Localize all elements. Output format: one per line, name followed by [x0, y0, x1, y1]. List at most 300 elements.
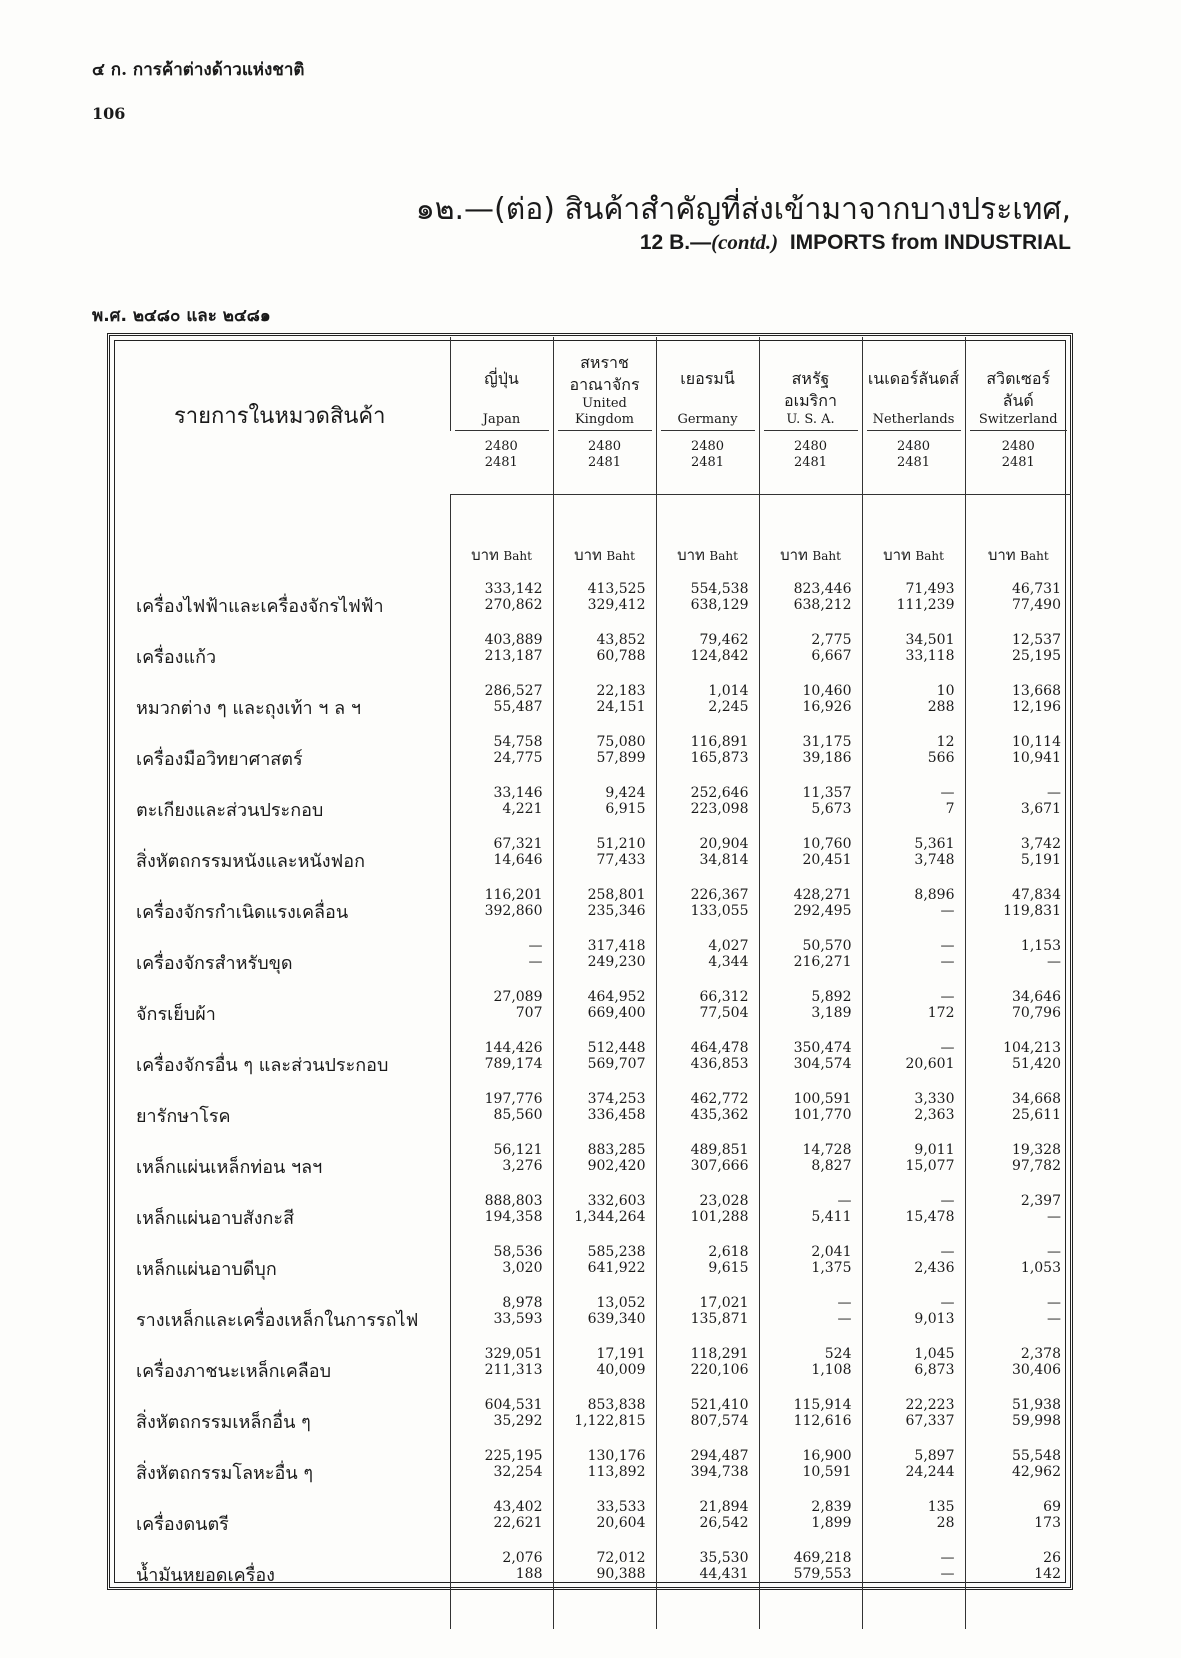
item-name: เครื่องดนตรี: [136, 1513, 229, 1535]
value-cell: [656, 632, 759, 683]
value-cell: [450, 1448, 553, 1499]
value-2481: 304,574: [793, 1056, 852, 1072]
value-cell: [656, 581, 759, 632]
value-cell: [862, 1091, 965, 1142]
value-cell: [656, 836, 759, 887]
value-2481: 220,106: [690, 1362, 749, 1378]
item-name: เครื่องจักรสำหรับขุด: [136, 952, 293, 974]
value-2480: 35,530: [699, 1550, 749, 1566]
table-row: [110, 1040, 1071, 1091]
value-2480: 16,900: [802, 1448, 852, 1464]
value-2480: 403,889: [484, 632, 543, 648]
value-2481: —: [940, 903, 955, 919]
value-2480: 197,776: [484, 1091, 543, 1107]
table-row: [110, 887, 1071, 938]
item-name: รางเหล็กและเครื่องเหล็กในการรถไฟ: [136, 1309, 419, 1331]
value-2480: —: [837, 1193, 852, 1209]
value-cell: [553, 1142, 656, 1193]
value-cell: [450, 1091, 553, 1142]
value-2481: 223,098: [690, 801, 749, 817]
value-cell: [450, 1040, 553, 1091]
value-2481: 39,186: [802, 750, 852, 766]
value-cell: [450, 1295, 553, 1346]
value-2480: —: [940, 1193, 955, 1209]
value-2481: 1,344,264: [574, 1209, 646, 1225]
value-cell: [965, 1244, 1071, 1295]
value-2480: —: [1047, 1244, 1061, 1260]
value-2480: 144,426: [484, 1040, 543, 1056]
item-name: น้ำมันหยอดเครื่อง: [136, 1564, 275, 1586]
value-2481: 3,189: [811, 1005, 852, 1021]
column-header-thai: สหราช: [580, 353, 629, 372]
value-cell: [965, 683, 1071, 734]
value-cell: [759, 1550, 862, 1601]
table-body: [110, 581, 1071, 1601]
value-cell: [759, 989, 862, 1040]
value-2480: 23,028: [699, 1193, 749, 1209]
item-name: สิ่งหัตถกรรมโลหะอื่น ๆ: [136, 1462, 314, 1484]
table-row: [110, 1499, 1071, 1550]
value-2480: 3,330: [914, 1091, 955, 1107]
value-2480: —: [940, 1040, 955, 1056]
value-2480: 464,952: [587, 989, 646, 1005]
imports-table: [110, 337, 1071, 1629]
value-2481: 807,574: [690, 1413, 749, 1429]
value-cell: [965, 1448, 1071, 1499]
value-2480: 69: [1043, 1499, 1061, 1515]
value-cell: [759, 1499, 862, 1550]
value-cell: [965, 632, 1071, 683]
value-2480: 258,801: [587, 887, 646, 903]
value-cell: [450, 1142, 553, 1193]
value-2481: 70,796: [1012, 1005, 1061, 1021]
column-header-germany: [656, 337, 759, 431]
table-row: [110, 1193, 1071, 1244]
value-2480: 10,460: [802, 683, 852, 699]
value-cell: [450, 683, 553, 734]
value-2481: 85,560: [493, 1107, 543, 1123]
value-cell: [656, 785, 759, 836]
value-2481: 9,013: [914, 1311, 955, 1327]
value-2480: —: [837, 1295, 852, 1311]
value-2480: 116,201: [484, 887, 543, 903]
value-cell: [759, 938, 862, 989]
value-2480: 13,052: [596, 1295, 646, 1311]
value-2481: 15,478: [905, 1209, 955, 1225]
value-2480: 66,312: [699, 989, 749, 1005]
table-row: [110, 785, 1071, 836]
item-name: ยารักษาโรค: [136, 1105, 231, 1127]
value-cell: [450, 1244, 553, 1295]
value-cell: [862, 1142, 965, 1193]
value-2480: 17,021: [699, 1295, 749, 1311]
value-2481: 329,412: [587, 597, 646, 613]
value-2481: 2,436: [914, 1260, 955, 1276]
value-2480: 130,176: [587, 1448, 646, 1464]
value-cell: [965, 1040, 1071, 1091]
value-cell: [862, 683, 965, 734]
value-2480: 2,839: [811, 1499, 852, 1515]
table-row: [110, 1091, 1071, 1142]
value-cell: [965, 1295, 1071, 1346]
value-2481: 392,860: [484, 903, 543, 919]
value-cell: [862, 734, 965, 785]
value-2481: 639,340: [587, 1311, 646, 1327]
table-row: [110, 1448, 1071, 1499]
value-cell: [450, 989, 553, 1040]
table-row: [110, 734, 1071, 785]
value-cell: [965, 1550, 1071, 1601]
value-2480: 5,897: [914, 1448, 955, 1464]
value-2480: 14,728: [802, 1142, 852, 1158]
year-pair: 2480 2481: [759, 431, 862, 495]
value-2481: 112,616: [793, 1413, 852, 1429]
value-cell: [759, 1142, 862, 1193]
column-header-english: Germany: [661, 412, 755, 431]
value-2481: 67,337: [905, 1413, 955, 1429]
value-cell: [862, 1193, 965, 1244]
value-2480: 521,410: [690, 1397, 749, 1413]
value-2481: 60,788: [596, 648, 646, 664]
value-2481: 133,055: [690, 903, 749, 919]
value-2480: 585,238: [587, 1244, 646, 1260]
value-cell: [759, 1346, 862, 1397]
value-cell: [656, 1346, 759, 1397]
value-2481: 288: [927, 699, 955, 715]
value-2480: 71,493: [905, 581, 955, 597]
value-cell: [862, 1397, 965, 1448]
value-2481: 32,254: [493, 1464, 543, 1480]
value-2480: 17,191: [596, 1346, 646, 1362]
value-2480: 428,271: [793, 887, 852, 903]
value-cell: [553, 1193, 656, 1244]
value-2480: 2,397: [1020, 1193, 1061, 1209]
value-2480: 20,904: [699, 836, 749, 852]
column-header-english: Japan: [455, 412, 549, 431]
years-line: พ.ศ. ๒๔๘๐ และ ๒๔๘๑: [92, 306, 271, 326]
value-2481: 188: [515, 1566, 543, 1582]
value-2480: 10,760: [802, 836, 852, 852]
value-2480: 104,213: [1003, 1040, 1061, 1056]
value-cell: [553, 734, 656, 785]
value-2481: —: [1047, 1209, 1061, 1225]
value-2481: 213,187: [484, 648, 543, 664]
value-2480: 294,487: [690, 1448, 749, 1464]
value-cell: [965, 938, 1071, 989]
value-cell: [450, 1346, 553, 1397]
table-row: [110, 836, 1071, 887]
value-cell: [862, 836, 965, 887]
unit-label: บาท Baht: [656, 495, 759, 582]
column-header-netherlands: [862, 337, 965, 431]
value-2480: 47,834: [1012, 887, 1061, 903]
value-2480: 67,321: [493, 836, 543, 852]
value-2481: 8,827: [811, 1158, 852, 1174]
value-cell: [656, 1244, 759, 1295]
value-2480: 554,538: [690, 581, 749, 597]
value-cell: [656, 938, 759, 989]
value-2480: 3,742: [1020, 836, 1061, 852]
value-cell: [450, 1499, 553, 1550]
value-cell: [656, 734, 759, 785]
value-2481: 3,748: [914, 852, 955, 868]
value-cell: [862, 887, 965, 938]
value-2480: 11,357: [802, 785, 852, 801]
value-2481: 124,842: [690, 648, 749, 664]
value-cell: [553, 887, 656, 938]
value-2481: 172: [927, 1005, 955, 1021]
value-cell: [759, 1244, 862, 1295]
section-label: ๔ ก. การค้าต่างด้าวแห่งชาติ: [92, 60, 305, 80]
value-2480: 332,603: [587, 1193, 646, 1209]
value-2480: 374,253: [587, 1091, 646, 1107]
value-2480: 22,223: [905, 1397, 955, 1413]
value-2481: 436,853: [690, 1056, 749, 1072]
value-2480: —: [1047, 1295, 1061, 1311]
value-2481: 3,276: [502, 1158, 543, 1174]
value-2480: 33,533: [596, 1499, 646, 1515]
value-2480: 225,195: [484, 1448, 543, 1464]
value-cell: [965, 1346, 1071, 1397]
page-number: 106: [92, 104, 126, 123]
value-cell: [450, 1397, 553, 1448]
value-2481: 33,593: [493, 1311, 543, 1327]
value-2480: 34,646: [1012, 989, 1061, 1005]
value-2480: 21,894: [699, 1499, 749, 1515]
value-cell: [553, 632, 656, 683]
value-cell: [862, 1040, 965, 1091]
value-cell: [759, 785, 862, 836]
value-2481: 638,129: [690, 597, 749, 613]
value-2481: 211,313: [484, 1362, 543, 1378]
column-header-thai: สหรัฐ: [791, 369, 830, 388]
value-2480: 19,328: [1012, 1142, 1061, 1158]
value-cell: [759, 581, 862, 632]
value-2480: 55,548: [1012, 1448, 1061, 1464]
table-row: [110, 938, 1071, 989]
value-2480: —: [940, 785, 955, 801]
item-name: หมวกต่าง ๆ และถุงเท้า ฯ ล ฯ: [136, 697, 361, 719]
value-2481: 336,458: [587, 1107, 646, 1123]
title-en-prefix: 12 B.—: [639, 231, 712, 254]
value-2480: 46,731: [1012, 581, 1061, 597]
column-header-thai: ญี่ปุ่น: [484, 369, 519, 388]
value-cell: [759, 836, 862, 887]
value-cell: [759, 683, 862, 734]
value-cell: [656, 1091, 759, 1142]
value-cell: [965, 1397, 1071, 1448]
value-2480: 50,570: [802, 938, 852, 954]
value-cell: [553, 683, 656, 734]
value-2480: 58,536: [493, 1244, 543, 1260]
value-cell: [553, 785, 656, 836]
value-2481: 1,108: [811, 1362, 852, 1378]
value-2481: 111,239: [896, 597, 955, 613]
year-pair: 2480 2481: [553, 431, 656, 495]
value-2481: 6,667: [811, 648, 852, 664]
value-cell: [656, 1193, 759, 1244]
value-2481: 35,292: [493, 1413, 543, 1429]
value-2481: 216,271: [793, 954, 852, 970]
value-2480: 27,089: [493, 989, 543, 1005]
value-cell: [862, 1499, 965, 1550]
table-row: [110, 1142, 1071, 1193]
value-2481: 77,504: [699, 1005, 749, 1021]
value-2481: 26,542: [699, 1515, 749, 1531]
value-2481: —: [940, 954, 955, 970]
value-cell: [450, 836, 553, 887]
value-cell: [656, 887, 759, 938]
value-2480: 43,852: [596, 632, 646, 648]
column-header-switzerland: [965, 337, 1071, 431]
column-header-thai-line2: อาณาจักร: [569, 375, 640, 394]
value-2480: 54,758: [493, 734, 543, 750]
value-2481: 173: [1034, 1515, 1061, 1531]
value-2480: 883,285: [587, 1142, 646, 1158]
value-2481: 90,388: [596, 1566, 646, 1582]
value-cell: [450, 632, 553, 683]
value-2480: —: [940, 1550, 955, 1566]
value-2481: 902,420: [587, 1158, 646, 1174]
value-2481: 25,611: [1012, 1107, 1061, 1123]
value-2480: 5,892: [811, 989, 852, 1005]
value-2480: 1,045: [914, 1346, 955, 1362]
value-cell: [450, 1550, 553, 1601]
value-cell: [553, 1091, 656, 1142]
column-header-english: U. S. A.: [764, 412, 858, 431]
value-2481: 394,738: [690, 1464, 749, 1480]
item-column-header: รายการในหมวดสินค้า: [173, 404, 386, 430]
value-2480: —: [940, 1295, 955, 1311]
value-cell: [862, 581, 965, 632]
value-2481: 641,922: [587, 1260, 646, 1276]
value-2481: 119,831: [1003, 903, 1061, 919]
value-2481: 57,899: [596, 750, 646, 766]
value-2481: 5,411: [811, 1209, 852, 1225]
title-en-main: IMPORTS from INDUSTRIAL: [789, 231, 1071, 254]
value-2481: 1,053: [1020, 1260, 1061, 1276]
column-header-thai-line2: อเมริกา: [784, 391, 837, 410]
value-2481: 3,671: [1020, 801, 1061, 817]
value-cell: [759, 1295, 862, 1346]
value-cell: [862, 1295, 965, 1346]
unit-label: บาท Baht: [450, 495, 553, 582]
table-row: [110, 1397, 1071, 1448]
value-2481: 435,362: [690, 1107, 749, 1123]
column-header-united-kingdom: [553, 337, 656, 431]
value-2480: 853,838: [587, 1397, 646, 1413]
value-cell: [656, 1499, 759, 1550]
value-2480: 8,896: [914, 887, 955, 903]
value-cell: [759, 1193, 862, 1244]
value-2480: —: [528, 938, 543, 954]
value-2480: 33,146: [493, 785, 543, 801]
value-2480: 118,291: [690, 1346, 749, 1362]
value-cell: [553, 1295, 656, 1346]
value-2480: 51,210: [596, 836, 646, 852]
value-cell: [656, 683, 759, 734]
item-name: สิ่งหัตถกรรมเหล็กอื่น ๆ: [136, 1411, 311, 1433]
column-header-usa: [759, 337, 862, 431]
value-2481: 97,782: [1012, 1158, 1061, 1174]
year-pair: 2480 2481: [450, 431, 553, 495]
column-header-english: Switzerland: [970, 412, 1068, 431]
value-cell: [965, 581, 1071, 632]
value-cell: [450, 1193, 553, 1244]
value-2481: 101,288: [690, 1209, 749, 1225]
item-name: เหล็กแผ่นอาบสังกะสี: [136, 1207, 295, 1229]
value-cell: [553, 1448, 656, 1499]
value-2480: 5,361: [914, 836, 955, 852]
item-name: เหล็กแผ่นเหล็กท่อน ฯลฯ: [136, 1156, 323, 1178]
unit-label: บาท Baht: [862, 495, 965, 582]
value-2480: 226,367: [690, 887, 749, 903]
value-cell: [553, 836, 656, 887]
value-2480: —: [940, 1244, 955, 1260]
value-2480: 116,891: [690, 734, 749, 750]
value-2480: 13,668: [1012, 683, 1061, 699]
value-cell: [862, 1550, 965, 1601]
value-2480: 9,011: [914, 1142, 955, 1158]
column-header-thai: สวิตเซอร์: [986, 369, 1051, 388]
value-cell: [965, 1091, 1071, 1142]
value-2481: 42,962: [1012, 1464, 1061, 1480]
value-2481: 25,195: [1012, 648, 1061, 664]
value-cell: [450, 938, 553, 989]
unit-label: บาท Baht: [965, 495, 1071, 582]
value-2480: —: [940, 989, 955, 1005]
value-2480: 489,851: [690, 1142, 749, 1158]
value-2481: 16,926: [802, 699, 852, 715]
table-title-thai: ๑๒.—(ต่อ) สินค้าสำคัญที่ส่งเข้ามาจากบางประเทศ,: [415, 192, 1071, 227]
value-2481: 30,406: [1012, 1362, 1061, 1378]
value-2480: —: [940, 938, 955, 954]
value-cell: [965, 1193, 1071, 1244]
value-2480: 79,462: [699, 632, 749, 648]
value-cell: [553, 1346, 656, 1397]
value-cell: [862, 1244, 965, 1295]
value-cell: [965, 1499, 1071, 1550]
value-cell: [656, 1295, 759, 1346]
value-2480: 329,051: [484, 1346, 543, 1362]
value-cell: [862, 989, 965, 1040]
value-cell: [965, 989, 1071, 1040]
value-cell: [759, 734, 862, 785]
value-2480: 2,041: [811, 1244, 852, 1260]
value-cell: [965, 836, 1071, 887]
value-cell: [862, 785, 965, 836]
table-row: [110, 1295, 1071, 1346]
value-cell: [965, 734, 1071, 785]
value-2480: 31,175: [802, 734, 852, 750]
column-header-japan: [450, 337, 553, 431]
value-cell: [862, 938, 965, 989]
value-cell: [759, 1040, 862, 1091]
unit-label: บาท Baht: [759, 495, 862, 582]
year-pair: 2480 2481: [862, 431, 965, 495]
value-2481: 10,591: [802, 1464, 852, 1480]
value-2480: 464,478: [690, 1040, 749, 1056]
value-2480: 4,027: [708, 938, 749, 954]
value-cell: [965, 785, 1071, 836]
value-cell: [553, 938, 656, 989]
item-name: จักรเย็บผ้า: [136, 1003, 216, 1025]
value-2481: 77,490: [1012, 597, 1061, 613]
value-2480: 252,646: [690, 785, 749, 801]
value-cell: [656, 1040, 759, 1091]
year-pair: 2480 2481: [656, 431, 759, 495]
value-2481: 33,118: [905, 648, 955, 664]
